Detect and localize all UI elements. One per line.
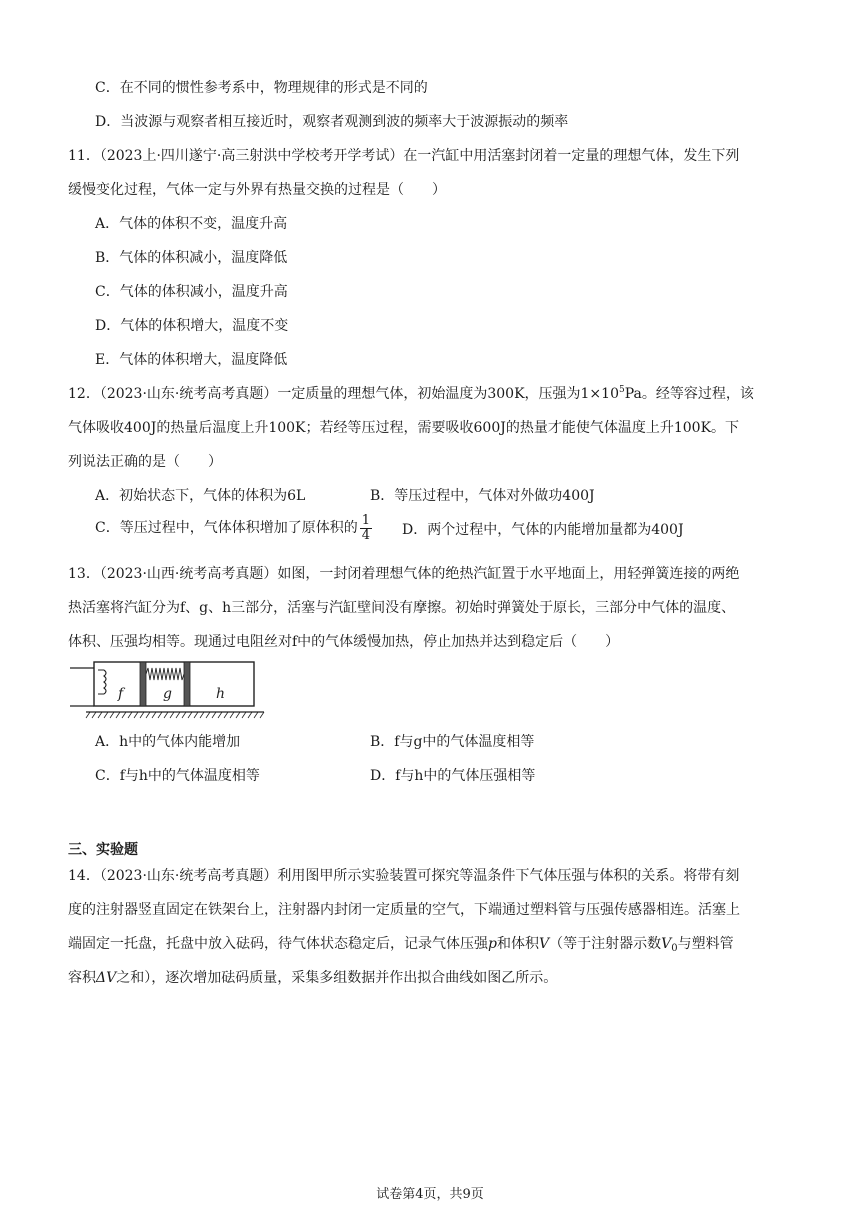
- label-h: h: [216, 686, 226, 702]
- q13-option-b: B．f与g中的气体温度相等: [370, 734, 535, 750]
- q10-option-d: D．当波源与观察者相互接近时，观察者观测到波的频率大于波源振动的频率: [95, 114, 569, 130]
- label-g: g: [163, 686, 172, 702]
- label-f: f: [118, 686, 124, 702]
- q12-option-d: D．两个过程中，气体的内能增加量都为400J: [402, 522, 684, 538]
- q11-option-d: D．气体的体积增大，温度不变: [95, 318, 289, 334]
- section-title: 三、实验题: [68, 842, 138, 858]
- q11-stem-line2: 缓慢变化过程，气体一定与外界有热量交换的过程是（ ）: [68, 182, 446, 198]
- q14-stem-line2: 度的注射器竖直固定在铁架台上，注射器内封闭一定质量的空气，下端通过塑料管与压强传感器相连。活塞上: [68, 902, 740, 918]
- q13-option-c: C．f与h中的气体温度相等: [95, 768, 260, 784]
- q11-option-e: E．气体的体积增大，温度降低: [95, 352, 288, 368]
- q13-stem-line2: 热活塞将汽缸分为f、g、h三部分，活塞与汽缸壁间没有摩擦。初始时弹簧处于原长，三部分中气体的温度、: [68, 600, 736, 616]
- q11-option-b: B．气体的体积减小，温度降低: [95, 250, 288, 266]
- q12-stem-line1: 12．（2023·山东·统考高考真题）一定质量的理想气体，初始温度为300K，压强为$1\times 10^5Pa$。经等容过程，该: [68, 385, 754, 402]
- q12-option-b: B．等压过程中，气体对外做功400J: [370, 488, 595, 504]
- cylinder-figure: [68, 660, 268, 722]
- q12-option-c: C．等压过程中，气体体积增加了原体积的 $\frac{1}{4}$: [95, 512, 370, 543]
- q10-option-c: C．在不同的惯性参考系中，物理规律的形式是不同的: [95, 80, 428, 96]
- q12-stem-line2: 气体吸收400J的热量后温度上升100K；若经等压过程，需要吸收600J的热量才能使气体温度上升100K。下: [68, 420, 740, 436]
- q14-stem-line3: 端固定一托盘，托盘中放入砝码，待气体状态稳定后，记录气体压强p和体积V（等于注射器示数$V_0$与塑料管: [68, 936, 734, 954]
- q11-option-c: C．气体的体积减小，温度升高: [95, 284, 288, 300]
- q11-stem-line1: 11．（2023上·四川遂宁·高三射洪中学校考开学考试）在一汽缸中用活塞封闭着一定量的理想气体，发生下列: [68, 148, 740, 164]
- q11-option-a: A．气体的体积不变，温度升高: [95, 216, 288, 232]
- q12-option-a: A．初始状态下，气体的体积为6L: [95, 488, 306, 504]
- q14-stem-line1: 14．（2023·山东·统考高考真题）利用图甲所示实验装置可探究等温条件下气体压强与体积的关系。将带有刻: [68, 868, 740, 884]
- q12-fraction: $\frac{1}{4}$: [361, 512, 370, 543]
- q13-option-d: D．f与h中的气体压强相等: [370, 768, 536, 784]
- q14-stem-line4: 容积ΔV之和），逐次增加砝码质量，采集多组数据并作出拟合曲线如图乙所示。: [68, 970, 558, 986]
- q13-stem-line1: 13．（2023·山西·统考高考真题）如图，一封闭着理想气体的绝热汽缸置于水平地面上，用轻弹簧连接的两绝: [68, 566, 740, 582]
- q13-stem-line3: 体积、压强均相等。现通过电阻丝对f中的气体缓慢加热，停止加热并达到稳定后（ ）: [68, 634, 620, 650]
- q12-stem-line3: 列说法正确的是（ ）: [68, 454, 222, 470]
- q12-exponent: 5: [618, 385, 625, 395]
- q13-option-a: A．h中的气体内能增加: [95, 734, 241, 750]
- page-footer: 试卷第4页，共9页: [376, 1187, 484, 1202]
